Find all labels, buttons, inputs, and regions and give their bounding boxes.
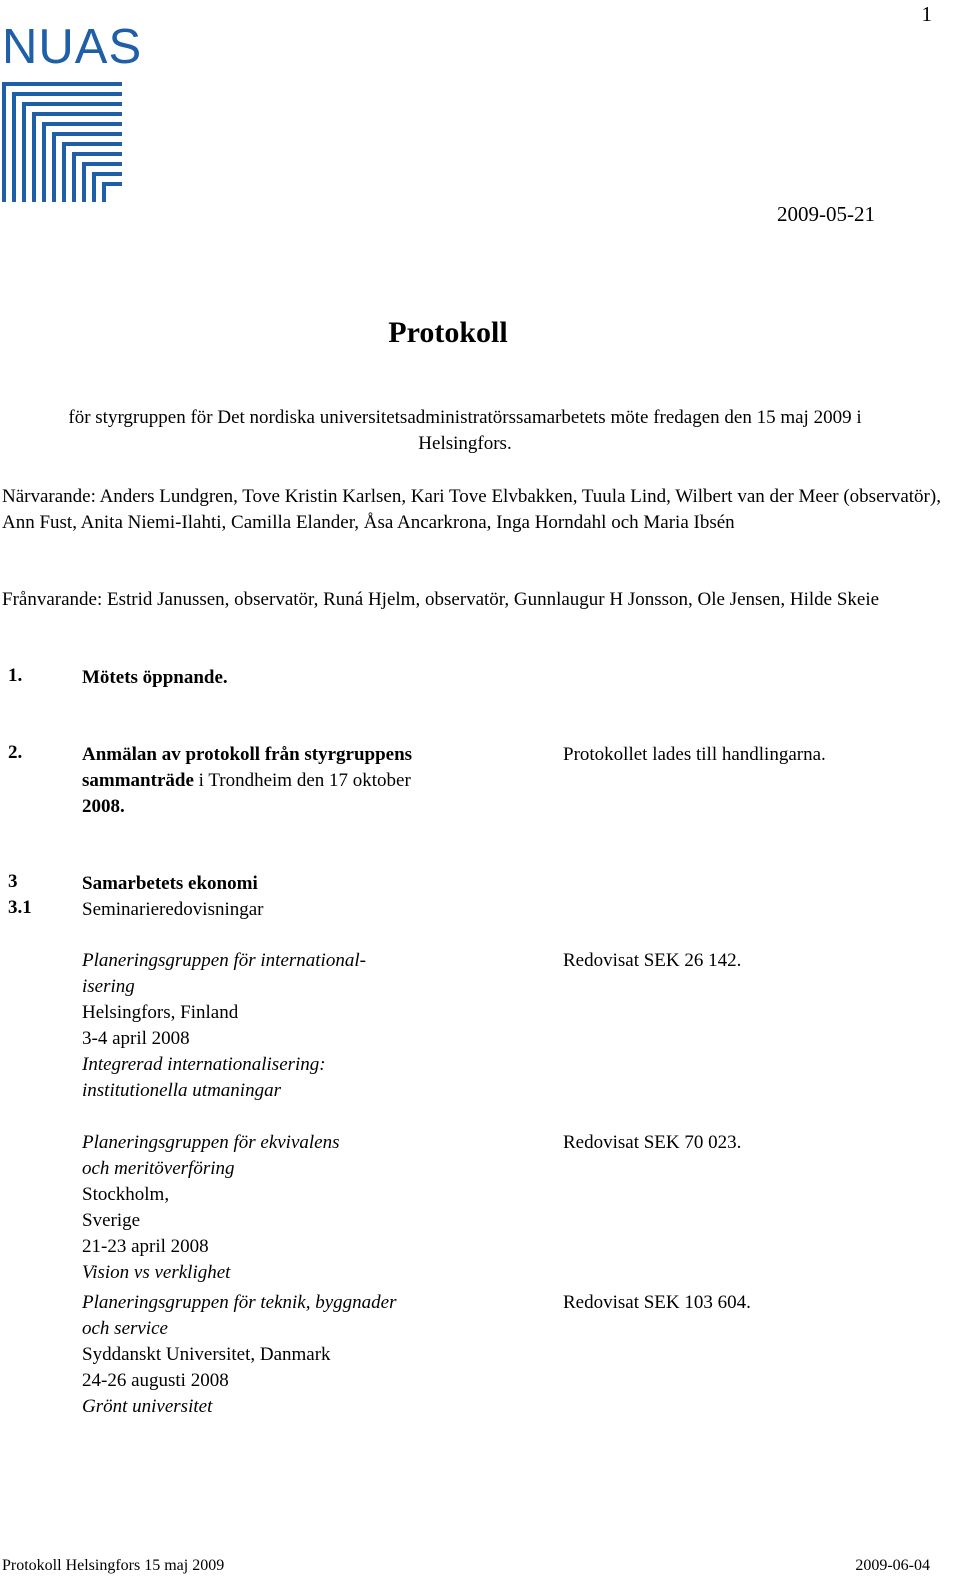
logo-wordmark: NUAS	[2, 20, 143, 74]
absent-list: Frånvarande: Estrid Janussen, observatör, Runá Hjelm, observatör, Gunnlaugur H Jonsson, Ole Jensen, Hilde Skeie	[2, 589, 880, 610]
item-heading-line: Anmälan av protokoll från styrgruppens	[82, 744, 413, 765]
seminar-dates: 21-23 april 2008	[82, 1236, 209, 1257]
item-number: 3.1	[8, 897, 32, 918]
seminar-amount: Redovisat SEK 70 023.	[563, 1132, 742, 1153]
seminar-dates: 3-4 april 2008	[82, 1028, 190, 1049]
seminar-entry	[82, 948, 542, 1104]
document-date: 2009-05-21	[777, 202, 875, 226]
nuas-logo	[2, 20, 143, 207]
footer-right: 2009-06-04	[855, 1557, 930, 1574]
seminar-theme: Grönt universitet	[82, 1396, 213, 1417]
item-heading	[82, 742, 522, 820]
seminar-dates: 24-26 augusti 2008	[82, 1370, 229, 1391]
seminar-theme: Vision vs verklighet	[82, 1262, 231, 1283]
seminar-group: Planeringsgruppen för teknik, byggnader	[82, 1292, 397, 1313]
seminar-entry	[82, 1130, 542, 1286]
seminar-group: Planeringsgruppen för international-	[82, 950, 366, 971]
footer-left: Protokoll Helsingfors 15 maj 2009	[2, 1557, 225, 1574]
item-number: 3	[8, 871, 18, 892]
item-decision: Protokollet lades till handlingarna.	[563, 744, 826, 765]
item-number: 2.	[8, 742, 23, 763]
seminar-entry	[82, 1290, 542, 1420]
item-heading-line: sammanträde	[82, 770, 194, 791]
document-title: Protokoll	[388, 316, 508, 349]
page-number: 1	[921, 2, 932, 26]
seminar-group: isering	[82, 976, 135, 997]
item-heading-line: i Trondheim den 17 oktober	[198, 770, 411, 791]
seminar-place: Stockholm,	[82, 1184, 170, 1205]
seminar-place: Sverige	[82, 1210, 141, 1231]
seminar-amount: Redovisat SEK 26 142.	[563, 950, 742, 971]
seminar-theme: Integrerad internationalisering:	[82, 1054, 326, 1075]
seminar-group: Planeringsgruppen för ekvivalens	[82, 1132, 340, 1153]
item-number: 1.	[8, 665, 23, 686]
item-heading: Seminarieredovisningar	[82, 899, 264, 920]
seminar-group: och service	[82, 1318, 168, 1339]
item-heading: Mötets öppnande.	[82, 667, 228, 688]
logo-stripes-icon	[2, 72, 122, 202]
document-subtitle: för styrgruppen för Det nordiska universitetsadministratörssamarbetets möte fredagen den 15 maj 2009 i Helsingfors.	[68, 407, 862, 454]
seminar-group: och meritöverföring	[82, 1158, 235, 1179]
seminar-theme: institutionella utmaningar	[82, 1080, 281, 1101]
present-list: Närvarande: Anders Lundgren, Tove Kristin Karlsen, Kari Tove Elvbakken, Tuula Lind, Wilbert van der Meer (observatör), Ann Fust, Anita Niemi-Ilahti, Camilla Elander, Åsa Ancarkrona, Inga Horndahl och Maria Ibsén	[2, 486, 941, 533]
seminar-place: Helsingfors, Finland	[82, 1002, 239, 1023]
seminar-amount: Redovisat SEK 103 604.	[563, 1292, 751, 1313]
item-heading-line: 2008.	[82, 796, 125, 817]
seminar-place: Syddanskt Universitet, Danmark	[82, 1344, 331, 1365]
item-heading: Samarbetets ekonomi	[82, 873, 258, 894]
